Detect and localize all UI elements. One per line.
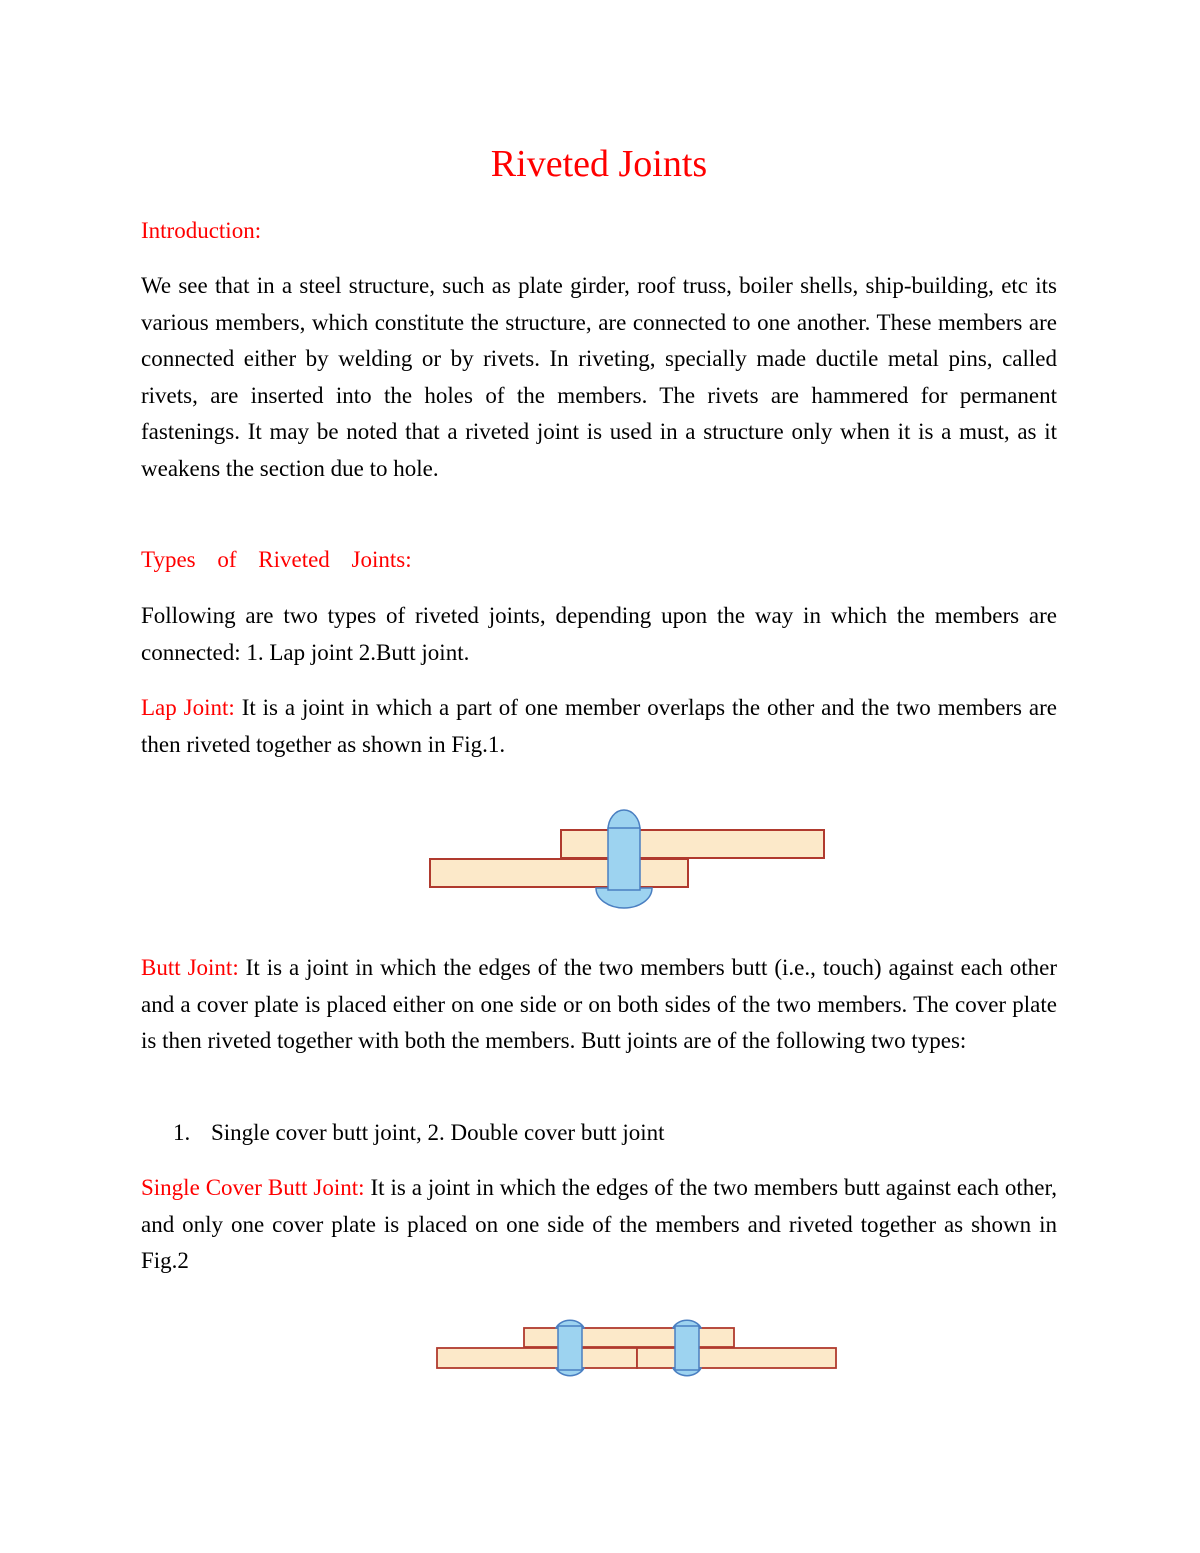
rivet-2-shank xyxy=(675,1326,699,1370)
lap-joint-figure xyxy=(420,800,840,915)
right-plate xyxy=(637,1348,836,1368)
cover-plate xyxy=(524,1328,734,1347)
butt-joint-paragraph xyxy=(141,950,1057,1060)
rivet-head-top xyxy=(608,810,640,830)
butt-joint-text: It is a joint in which the edges of the two members butt (i.e., touch) against each other and a cover plate is placed either on one side or on both sides of the two members. The cover plate is then riveted together with both the members. Butt joints are of the following two types: xyxy=(141,955,1057,1053)
page-title: Riveted Joints xyxy=(490,143,708,185)
butt-joint-types-list xyxy=(173,1118,665,1148)
types-paragraph: Following are two types of riveted joints, depending upon the way in which the members are connected: 1. Lap joint 2.Butt joint. xyxy=(141,603,1057,665)
introduction-paragraph: We see that in a steel structure, such as plate girder, roof truss, boiler shells, ship-building, etc its various members, which constitute the structure, are connected to one another. These members are connected either by welding or by rivets. In riveting, specially made ductile metal pins, called rivets, are inserted into the holes of the members. The rivets are hammered for permanent fastenings. It may be noted that a riveted joint is used in a structure only when it is a must, as it weakens the section due to hole. xyxy=(141,273,1057,481)
lap-joint-label: Lap Joint: xyxy=(141,695,235,720)
butt-joint-label: Butt Joint: xyxy=(141,955,239,980)
upper-plate xyxy=(561,830,824,858)
lower-plate xyxy=(430,859,688,887)
types-heading: Types of Riveted Joints: xyxy=(141,547,412,572)
single-cover-paragraph xyxy=(141,1170,1057,1280)
single-cover-butt-joint-figure xyxy=(430,1310,850,1390)
introduction-heading: Introduction: xyxy=(141,218,262,243)
rivet-shank xyxy=(608,828,640,890)
lap-joint-paragraph xyxy=(141,690,1057,763)
list-number: 1. xyxy=(173,1120,191,1145)
rivet-1-shank xyxy=(558,1326,582,1370)
left-plate xyxy=(437,1348,637,1368)
list-item: Single cover butt joint, 2. Double cover butt joint xyxy=(211,1120,665,1145)
rivet-head-bottom xyxy=(596,888,652,908)
lap-joint-text: It is a joint in which a part of one member overlaps the other and the two members are then riveted together as shown in Fig.1. xyxy=(141,695,1057,757)
single-cover-label: Single Cover Butt Joint: xyxy=(141,1175,365,1200)
single-cover-text: It is a joint in which the edges of the two members butt against each other, and only one cover plate is placed on one side of the members and riveted together as shown in Fig.2 xyxy=(141,1175,1057,1273)
